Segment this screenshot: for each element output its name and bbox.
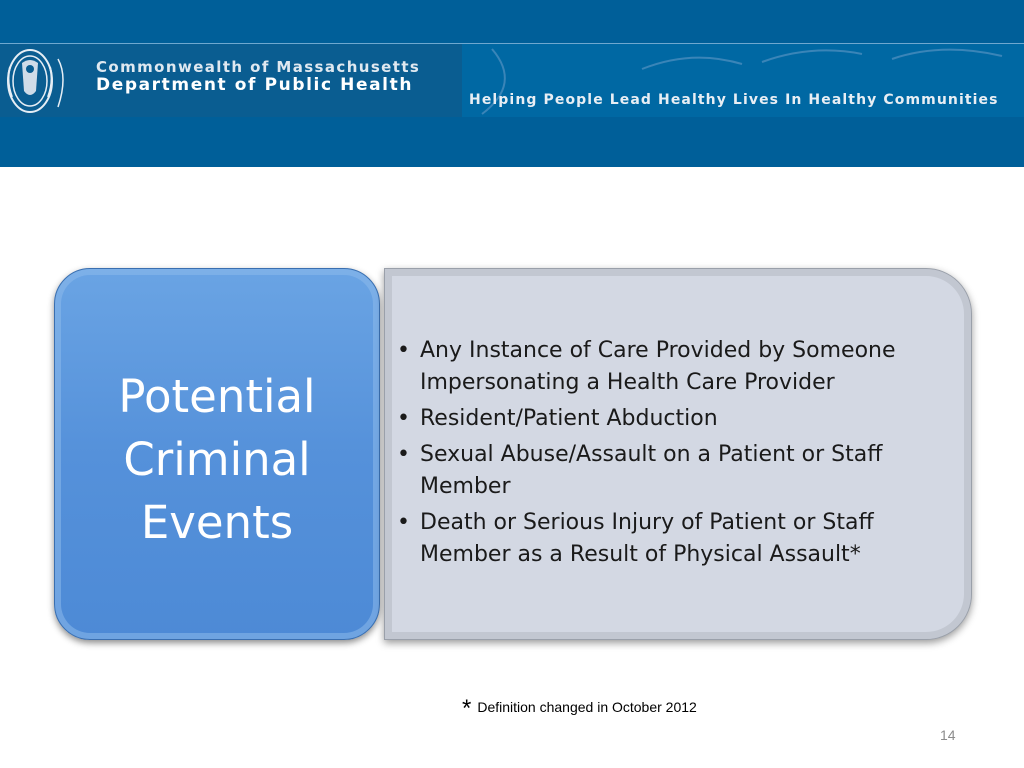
category-box [54,268,380,640]
tagline: Helping People Lead Healthy Lives In Healthy Communities [469,92,999,108]
list-item: • Sexual Abuse/Assault on a Patient or Staff Member [397,439,957,503]
header-band [0,43,1024,117]
footnote-text: Definition changed in October 2012 [477,699,697,715]
list-item: • Death or Serious Injury of Patient or Staff Member as a Result of Physical Assault* [397,507,957,571]
massachusetts-seal-icon [6,47,86,115]
logo-block [0,44,462,117]
page-number: 14 [940,727,956,743]
list-item: • Resident/Patient Abduction [397,403,957,435]
org-name-line1: Commonwealth of Massachusetts [96,58,421,76]
category-title: Potential Criminal Events [118,370,316,549]
event-list [397,335,957,575]
org-name-line2: Department of Public Health [96,75,414,95]
footnote-marker: * [462,695,472,722]
header-banner [0,0,1024,167]
event-list-box [384,268,972,640]
list-item: • Any Instance of Care Provided by Someone Impersonating a Health Care Provider [397,335,957,399]
footnote [462,695,697,723]
